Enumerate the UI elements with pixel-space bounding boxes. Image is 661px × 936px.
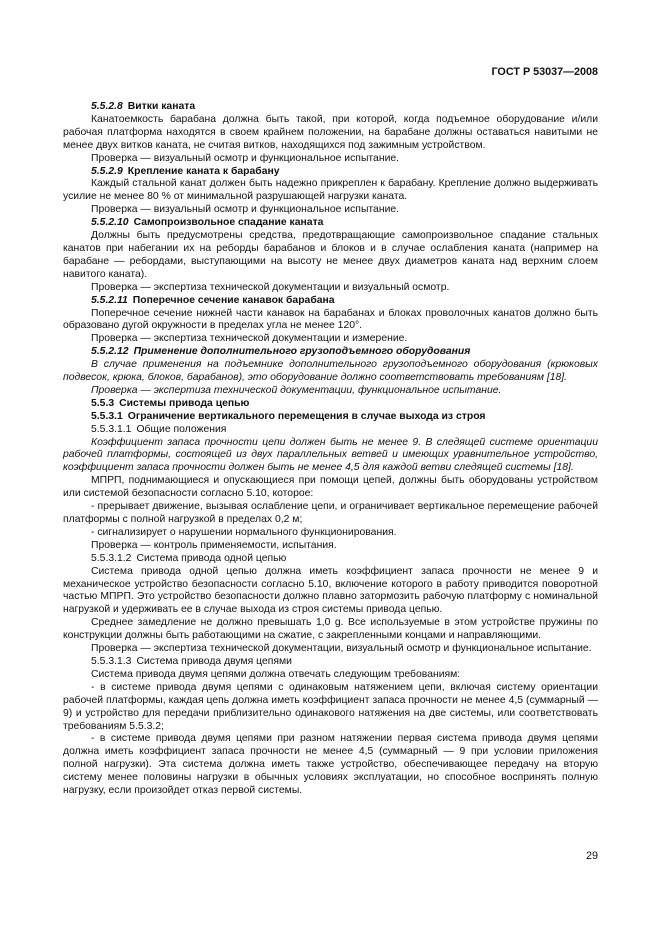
paragraph: Проверка — визуальный осмотр и функциональное испытание.: [91, 152, 400, 164]
section-heading: 5.5.2.9 Крепление каната к барабану: [91, 165, 280, 177]
standard-code: ГОСТ Р 53037—2008: [491, 66, 598, 78]
paragraph: Проверка — экспертиза технической документации и измерение.: [91, 333, 408, 345]
paragraph: Проверка — контроль применяемости, испытания.: [91, 539, 337, 551]
paragraph: МПРП, поднимающиеся и опускающиеся при помощи цепей, должны быть оборудованы устройством или системой безопасности согласно 5.10, которое:: [63, 475, 598, 500]
section-heading: 5.5.2.12 Применение дополнительного грузоподъемного оборудования: [91, 346, 471, 358]
paragraph: Система привода одной цепью должна иметь коэффициент запаса прочности не менее 9 и механическое устройство безопасности согласно 5.10, включение которого в работу приводится поворотной частью МПРП. Это устройство безопасности должно плавно затормозить рабочую платформу с номинальной нагрузкой и удерживать ее в случае выхода из строя системы привода цепью.: [63, 565, 598, 616]
paragraph: Поперечное сечение нижней части канавок на барабанах и блоках проволочных канатов должно быть образовано дугой окружности в пределах угла не менее 120°.: [63, 307, 598, 332]
section-heading: 5.5.3.1.3 Система привода двумя цепями: [91, 655, 292, 667]
paragraph: Проверка — визуальный осмотр и функциональное испытание.: [91, 204, 400, 216]
paragraph: Канатоемкость барабана должна быть такой, при которой, когда подъемное оборудование и/или рабочая платформа находятся в своем крайнем положении, на барабане должны оставаться навитыми не менее двух витков каната, не считая витков, находящихся под зажимным устройством.: [63, 113, 598, 151]
paragraph: - в системе привода двумя цепями при разном натяжении первая система привода двумя цепями должна иметь коэффициент запаса прочности не менее 4,5 (суммарный — 9 при условии приложения полной нагрузки). Эта система должна иметь также устройство, обеспечивающее передачу на вторую систему менее половины нагрузки в обычных условиях эксплуатации, но способное воспринять полную нагрузку, если произойдет отказ первой системы.: [63, 733, 598, 797]
page-number: 29: [585, 850, 598, 862]
section-heading: 5.5.3.1 Ограничение вертикального перемещения в случае выхода из строя: [91, 410, 486, 422]
section-heading: 5.5.2.8 Витки каната: [91, 101, 196, 112]
section-heading: 5.5.3.1.1 Общие положения: [91, 423, 227, 435]
paragraph: - прерывает движение, вызывая ослабление цепи, и ограничивает вертикальное перемещение рабочей платформы с полной нагрузкой в пределах 0,2 м;: [63, 501, 598, 525]
document-body: [63, 101, 598, 798]
paragraph: Среднее замедление не должно превышать 1,0 g. Все используемые в этом устройстве пружины по конструкции должны быть работающими на сжатие, с закрепленными концами и направляющими.: [63, 617, 598, 642]
paragraph: Проверка — экспертиза технической документации, визуальный осмотр и функциональное испытание.: [91, 643, 592, 655]
section-heading: 5.5.2.11 Поперечное сечение канавок барабана: [91, 294, 335, 306]
section-heading: 5.5.3 Системы привода цепью: [91, 397, 250, 409]
paragraph: Должны быть предусмотрены средства, предотвращающие самопроизвольное спадание стальных канатов при набегании их на реборды барабанов и блоков и в случае ослабления каната (например на барабане — ребордами, выступающими на высоту не менее двух диаметров каната над верхним слоем навитого каната).: [63, 230, 598, 280]
paragraph: Коэффициент запаса прочности цепи должен быть не менее 9. В следящей системе ориентации рабочей платформы, состоящей из двух параллельных ветвей и имеющих уравнительное устройство, коэффициент запаса прочности должен быть не менее 4,5 для каждой ветви следящей системы [18].: [63, 436, 598, 474]
paragraph: - сигнализирует о нарушении нормального функционирования.: [91, 526, 397, 538]
paragraph: Каждый стальной канат должен быть надежно прикреплен к барабану. Крепление должно выдерживать усилие не менее 80 % от минимальной разрушающей нагрузки каната.: [63, 178, 598, 203]
paragraph: Система привода двумя цепями должна отвечать следующим требованиям:: [91, 668, 461, 680]
paragraph: Проверка — экспертиза технической документации и визуальный осмотр.: [91, 281, 450, 293]
paragraph: В случае применения на подъемнике дополнительного грузоподъемного оборудования (крюковых подвесок, крюка, блоков, барабанов), это оборудование должно соответствовать требованиям [18].: [63, 359, 598, 384]
paragraph: - в системе привода двумя цепями с одинаковым натяжением цепи, включая систему ориентации рабочей платформы, каждая цепь должна иметь коэффициент запаса прочности не менее 4,5 (суммарный — 9) и устройство для передачи приблизительно одинакового натяжения на две системы, или соответствовать требованиям 5.5.3.2;: [63, 681, 598, 732]
section-heading: 5.5.2.10 Самопроизвольное спадание каната: [91, 217, 324, 229]
section-heading: 5.5.3.1.2 Система привода одной цепью: [91, 552, 287, 564]
paragraph: Проверка — экспертиза технической документации, функциональное испытание.: [91, 384, 502, 396]
